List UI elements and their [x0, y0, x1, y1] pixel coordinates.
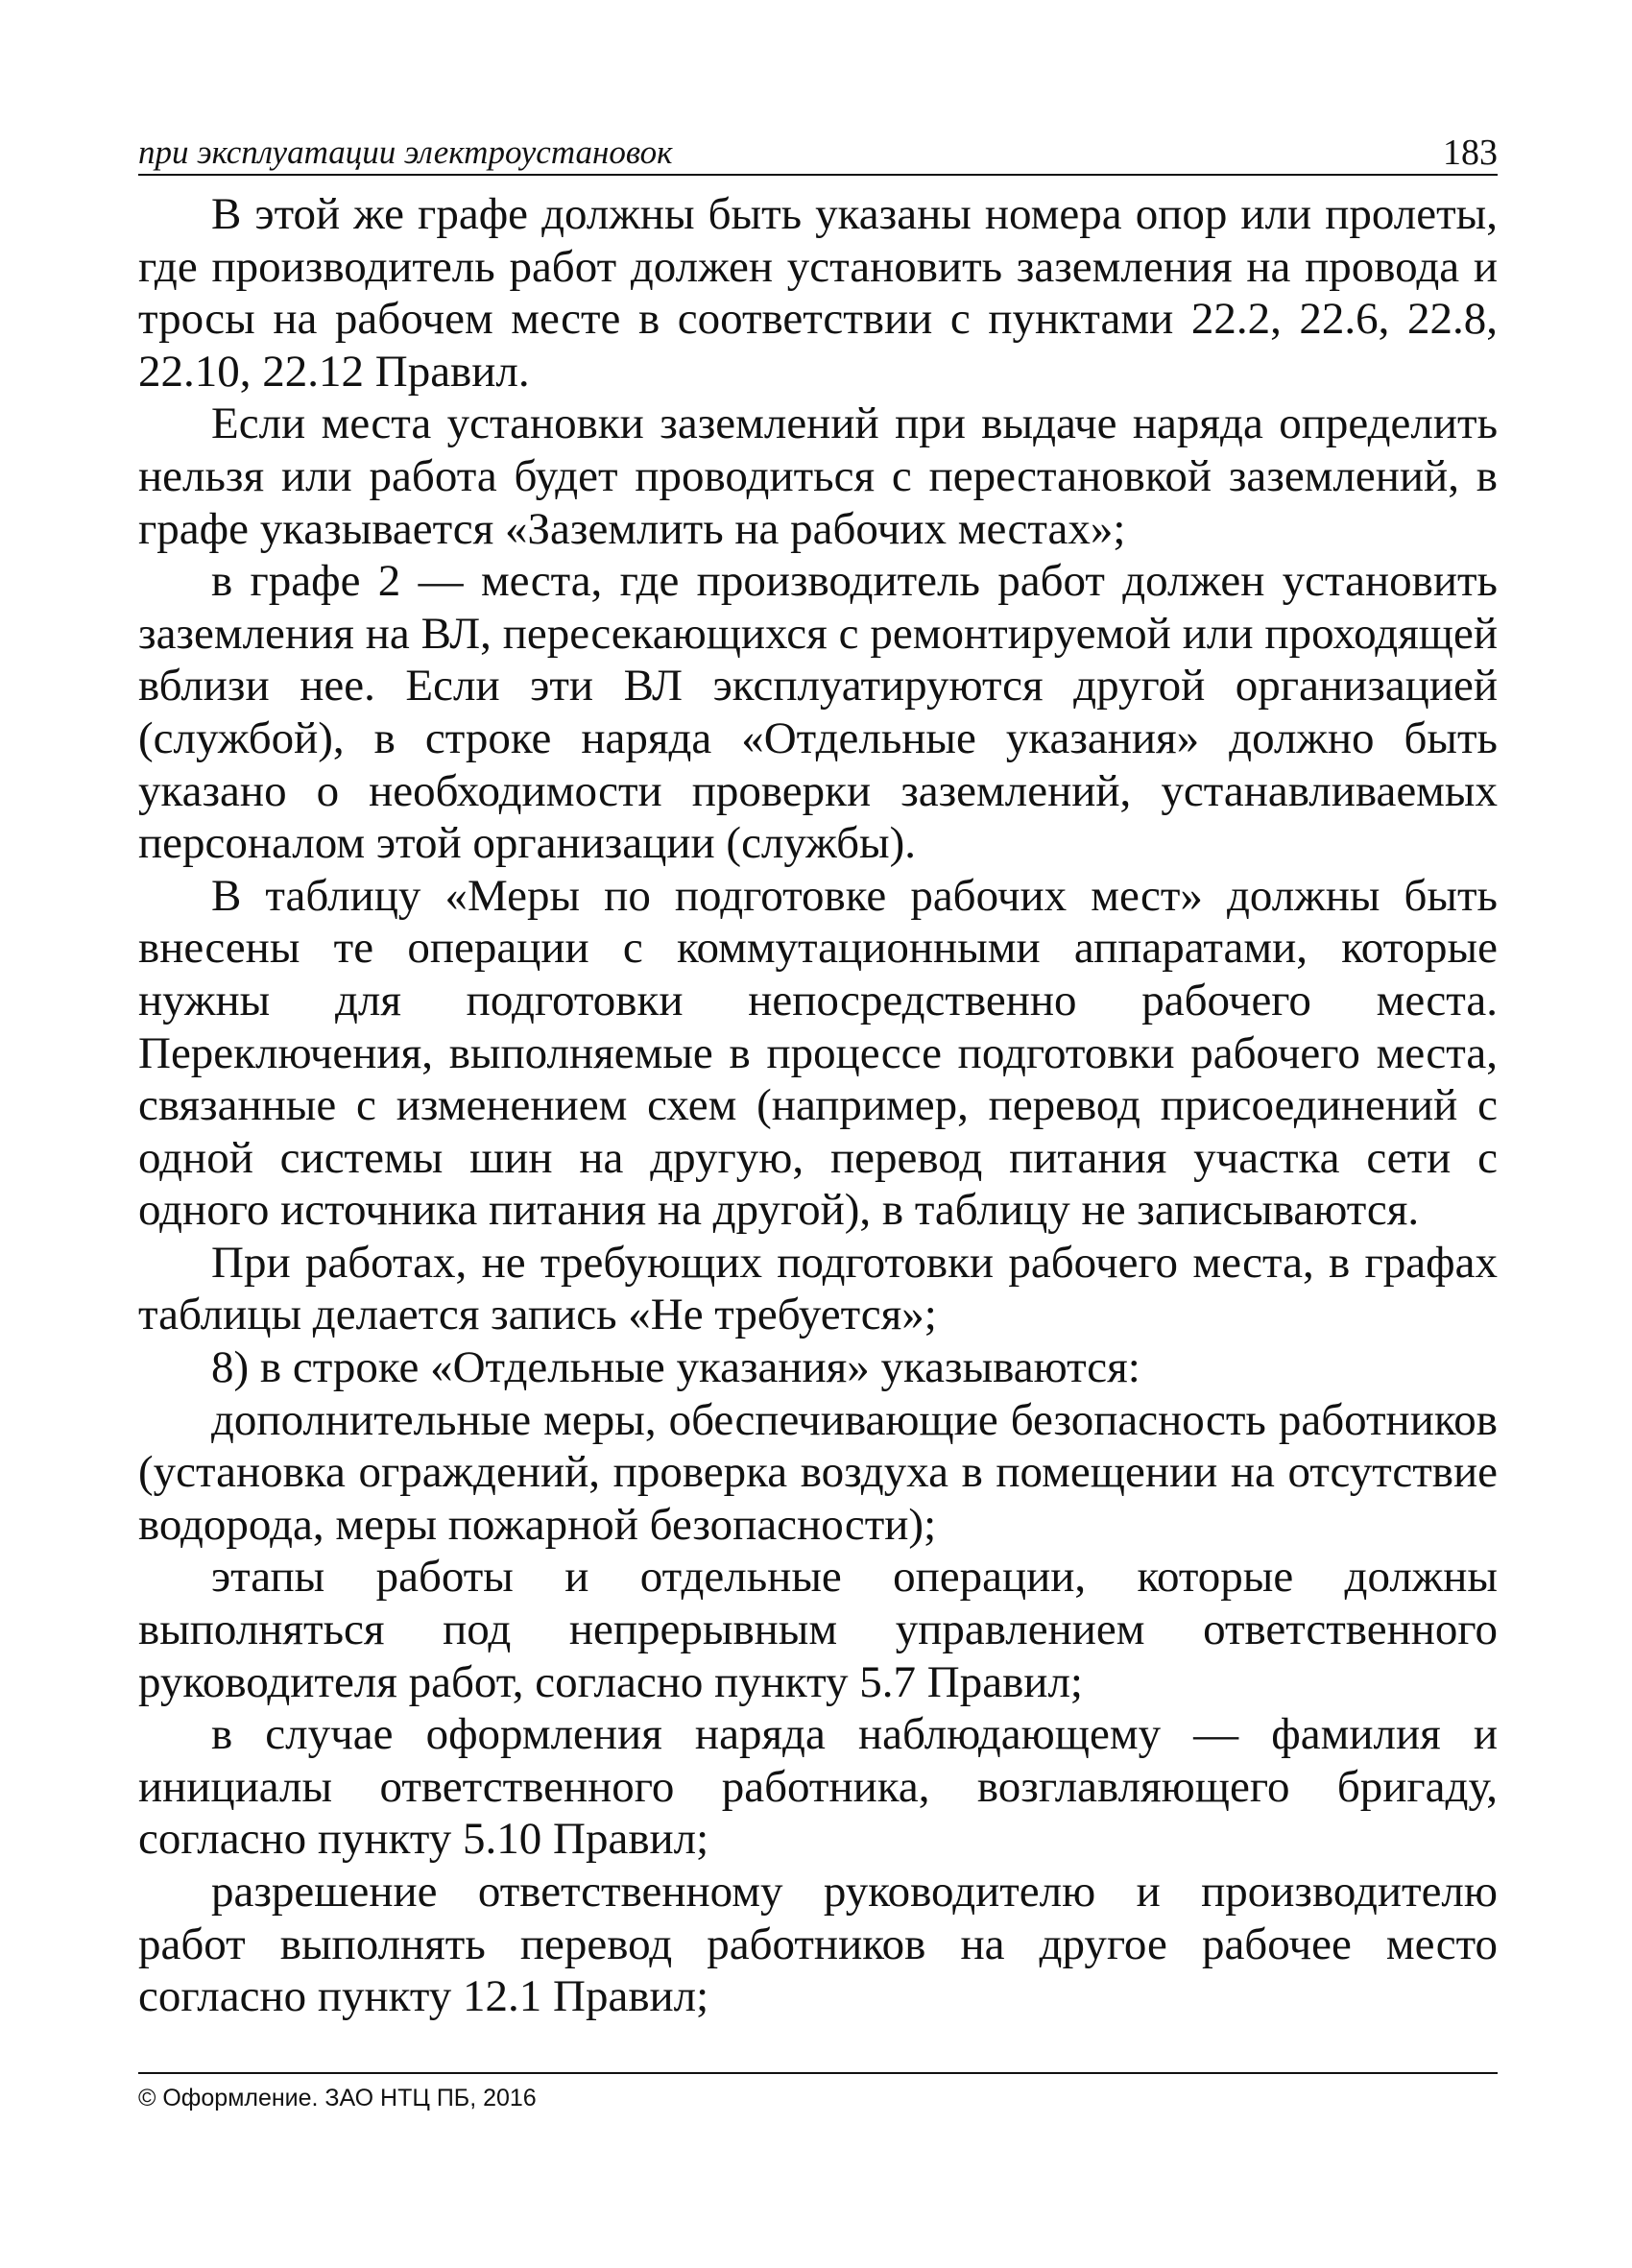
paragraph: Если места установки заземлений при выдаче наряда определить нельзя или работа будет проводиться с перестановкой заземлений, в графе указывается «Заземлить на рабочих местах»;	[138, 398, 1498, 554]
paragraph: этапы работы и отдельные операции, которые должны выполняться под непрерывным управлением ответственного руководителя работ, согласно пункту 5.7 Правил;	[138, 1552, 1498, 1707]
page-body	[138, 188, 1498, 2023]
paragraph: В таблицу «Меры по подготовке рабочих мест» должны быть внесены те операции с коммутационными аппаратами, которые нужны для подготовки непосредственно рабочего места. Переключения, выполняемые в процессе подготовки рабочего места, связанные с изменением схем (например, перевод присоединений с одной системы шин на другую, перевод питания участка сети с одного источника питания на другой), в таблицу не записываются.	[138, 870, 1498, 1236]
paragraph: При работах, не требующих подготовки рабочего места, в графах таблицы делается запись «Не требуется»;	[138, 1237, 1498, 1340]
paragraph: разрешение ответственному руководителю и производителю работ выполнять перевод работников на другое рабочее место согласно пункту 12.1 Правил;	[138, 1867, 1498, 2022]
paragraph: в графе 2 — места, где производитель работ должен установить заземления на ВЛ, пересекающихся с ремонтируемой или проходящей вблизи нее. Если эти ВЛ эксплуатируются другой организацией (службой), в строке наряда «Отдельные указания» должно быть указано о необходимости проверки заземлений, устанавливаемых персоналом этой организации (службы).	[138, 556, 1498, 869]
running-title: при эксплуатации электроустановок	[138, 133, 673, 171]
paragraph: В этой же графе должны быть указаны номера опор или пролеты, где производитель работ должен установить заземления на провода и тросы на рабочем месте в соответствии с пунктами 22.2, 22.6, 22.8, 22.10, 22.12 Правил.	[138, 189, 1498, 397]
paragraph: в случае оформления наряда наблюдающему — фамилия и инициалы ответственного работника, возглавляющего бригаду, согласно пункту 5.10 Правил;	[138, 1709, 1498, 1865]
paragraph: 8) в строке «Отдельные указания» указываются:	[211, 1342, 1140, 1393]
footer-divider	[138, 2072, 1498, 2074]
copyright-notice: © Оформление. ЗАО НТЦ ПБ, 2016	[138, 2085, 537, 2111]
page-number: 183	[1443, 133, 1498, 173]
paragraph: дополнительные меры, обеспечивающие безопасность работников (установка ограждений, проверка воздуха в помещении на отсутствие водорода, меры пожарной безопасности);	[138, 1394, 1498, 1550]
running-header	[138, 128, 1498, 176]
